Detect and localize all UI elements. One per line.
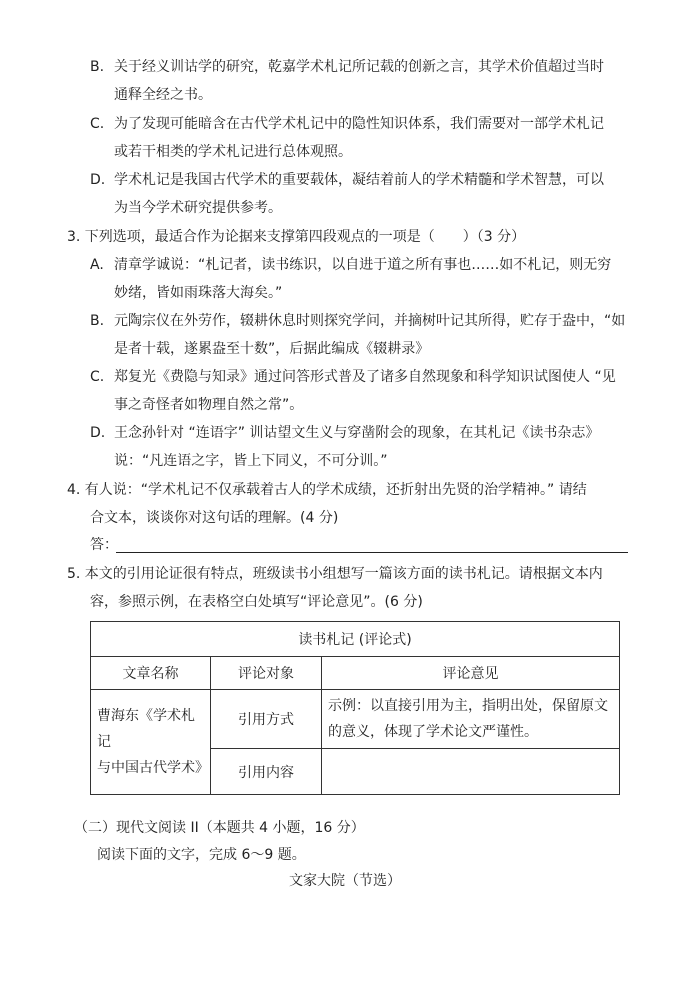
q2-option-b-line2: 通释全经之书。 [114, 87, 212, 103]
q3-option-d-line1: 王念孙针对 “连语字” 训诂望文生义与穿凿附会的现象，在其札记《读书杂志》 [114, 425, 600, 441]
row2-object: 引用内容 [211, 749, 322, 795]
q3-option-b-line2: 是者十载，遂累盎至十数”，后据此编成《辍耕录》 [114, 341, 430, 357]
row1-comment-line1: 示例：以直接引用为主，指明出处，保留原文 [328, 698, 608, 714]
q2-option-c-line2: 或若干相类的学术札记进行总体观照。 [114, 144, 352, 160]
q2-option-d-line2: 为当今学术研究提供参考。 [114, 200, 282, 216]
q3-option-d-label: D. [90, 425, 106, 441]
q4-stem-line2: 合文本，谈谈你对这句话的理解。(4 分) [90, 510, 339, 526]
q2-option-d-label: D. [90, 172, 106, 188]
q3-option-b-line1: 元陶宗仪在外劳作，辍耕休息时则探究学问，并摘树叶记其所得，贮存于盎中，“如 [114, 313, 626, 329]
q2-option-c-label: C. [90, 116, 105, 132]
header-comment-object: 评论对象 [211, 657, 322, 690]
passage-title: 文家大院（节选） [289, 873, 401, 889]
article-name-cell [91, 690, 211, 795]
section2-heading: （二）现代文阅读 II（本题共 4 小题，16 分） [74, 820, 365, 836]
q3-option-d-line2: 说：“凡连语之字，皆上下同义，不可分训。” [114, 453, 388, 469]
q3-stem: 3. 下列选项，最适合作为论据来支撑第四段观点的一项是（ ）（3 分） [67, 229, 526, 245]
article-name-line2: 与中国古代学术》 [97, 760, 209, 776]
row1-comment [322, 690, 620, 749]
q2-option-b-label: B. [90, 59, 105, 75]
q3-option-b-label: B. [90, 313, 105, 329]
q2-option-b-line1: 关于经义训诂学的研究，乾嘉学术札记所记载的创新之言，其学术价值超过当时 [114, 59, 604, 75]
q2-option-d-line1: 学术札记是我国古代学术的重要载体，凝结着前人的学术精髓和学术智慧，可以 [114, 172, 604, 188]
header-comment-opinion: 评论意见 [322, 657, 620, 690]
q3-option-a-line2: 妙绪，皆如雨珠落大海矣。” [114, 285, 283, 301]
q3-option-c-line1: 郑复光《费隐与知录》通过问答形式普及了诸多自然现象和科学知识试图使人 “见 [114, 369, 616, 385]
q3-option-a-label: A. [90, 257, 104, 273]
reading-notes-table [90, 621, 620, 795]
q3-option-a-line1: 清章学诚说：“札记者，读书练识，以自进于道之所有事也……如不札记，则无穷 [114, 257, 612, 273]
section2-instruction: 阅读下面的文字，完成 6～9 题。 [97, 847, 306, 863]
q4-answer-label: 答： [90, 537, 118, 553]
q4-stem-line1: 4. 有人说：“学术札记不仅承载着古人的学术成绩，还折射出先贤的治学精神。” 请结 [67, 482, 587, 498]
q4-answer-line[interactable] [116, 552, 628, 553]
q5-stem-line1: 5. 本文的引用论证很有特点，班级读书小组想写一篇该方面的读书札记。请根据文本内 [67, 566, 603, 582]
row1-object: 引用方式 [211, 690, 322, 749]
header-article-name: 文章名称 [91, 657, 211, 690]
row1-comment-line2: 的意义，体现了学术论文严谨性。 [328, 724, 538, 740]
q3-option-c-line2: 事之奇怪者如物理自然之常”。 [114, 397, 304, 413]
q5-stem-line2: 容，参照示例，在表格空白处填写“评论意见”。(6 分) [90, 594, 423, 610]
table-title: 读书札记 (评论式) [91, 622, 620, 657]
row2-comment-blank[interactable] [322, 749, 620, 795]
q3-option-c-label: C. [90, 369, 105, 385]
q2-option-c-line1: 为了发现可能暗含在古代学术札记中的隐性知识体系，我们需要对一部学术札记 [114, 116, 604, 132]
article-name-line1: 曹海东《学术札记 [97, 708, 195, 750]
